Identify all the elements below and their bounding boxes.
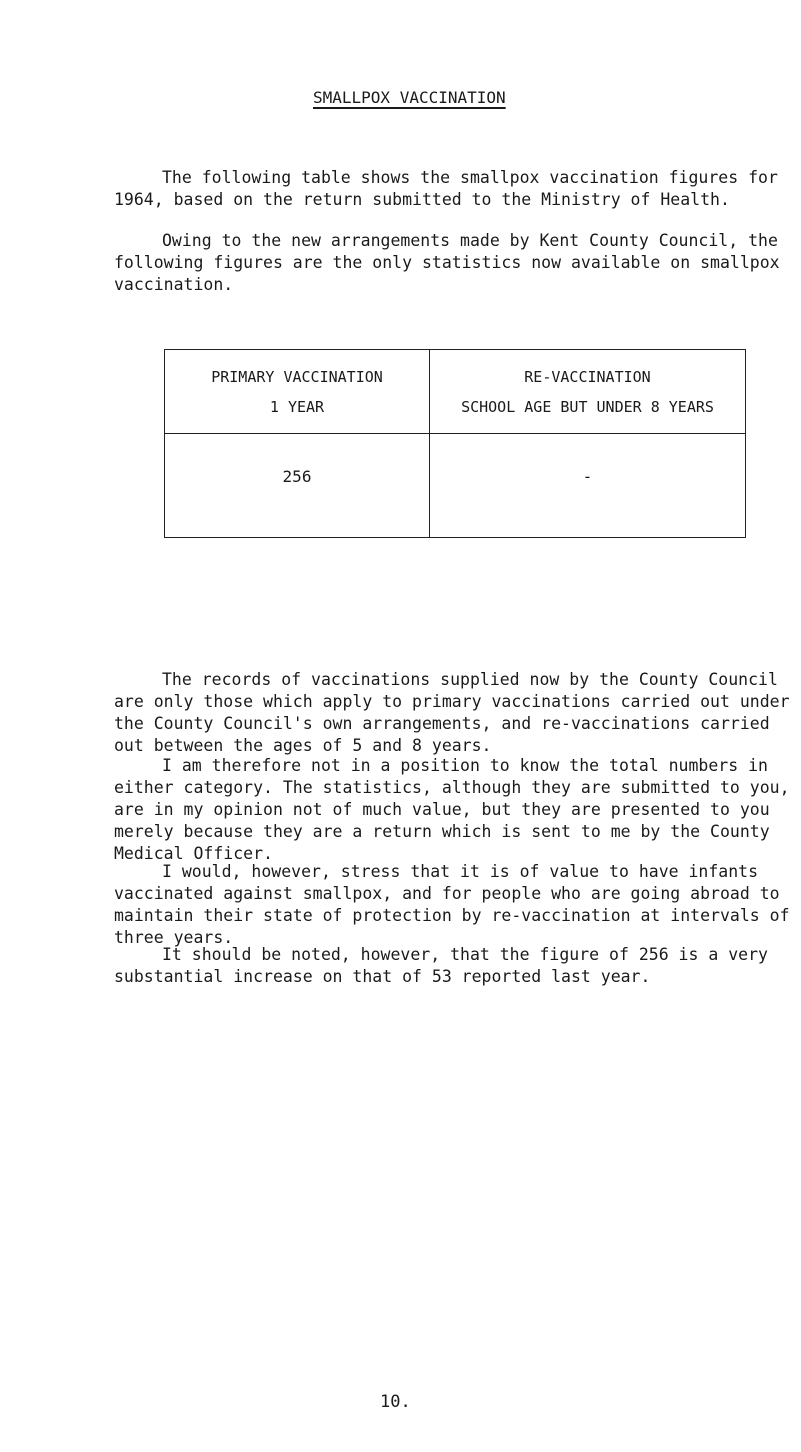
revaccination-value: - bbox=[430, 434, 746, 538]
table-header-row bbox=[165, 350, 746, 434]
intro-paragraph-text: The following table shows the smallpox vaccination figures for 1964, based on the return submitted to the Ministry of Health. bbox=[114, 168, 778, 209]
stress-paragraph-text: I would, however, stress that it is of value to have infants vaccinated against smallpox, and for people who are going abroad to maintain their state of protection by re-vaccination at intervals of three years. bbox=[114, 862, 790, 947]
arrangements-paragraph-text: Owing to the new arrangements made by Kent County Council, the following figures are the only statistics now available on smallpox vaccination. bbox=[114, 231, 780, 294]
primary-vaccination-header: PRIMARY VACCINATION 1 YEAR bbox=[165, 350, 430, 434]
position-paragraph-text: I am therefore not in a position to know the total numbers in either category. The statistics, although they are submitted to you, are in my opinion not of much value, but they are presented to you merely because they are a return which is sent to me by the County Medical Officer. bbox=[114, 756, 790, 863]
arrangements-paragraph bbox=[114, 208, 794, 318]
records-paragraph-text: The records of vaccinations supplied now by the County Council are only those which apply to primary vaccinations carried out under the County Council's own arrangements, and re-vaccinations carried out between the ages of 5 and 8 years. bbox=[114, 670, 790, 755]
increase-paragraph-text: It should be noted, however, that the figure of 256 is a very substantial increase on that of 53 reported last year. bbox=[114, 945, 768, 986]
page-title: SMALLPOX VACCINATION bbox=[313, 88, 506, 107]
revaccination-header: RE-VACCINATION SCHOOL AGE BUT UNDER 8 YEARS bbox=[430, 350, 746, 434]
table-row bbox=[165, 434, 746, 538]
vaccination-table bbox=[164, 349, 746, 538]
increase-paragraph bbox=[114, 922, 794, 1010]
page-number: 10. bbox=[380, 1392, 411, 1412]
primary-vaccination-value: 256 bbox=[165, 434, 430, 538]
